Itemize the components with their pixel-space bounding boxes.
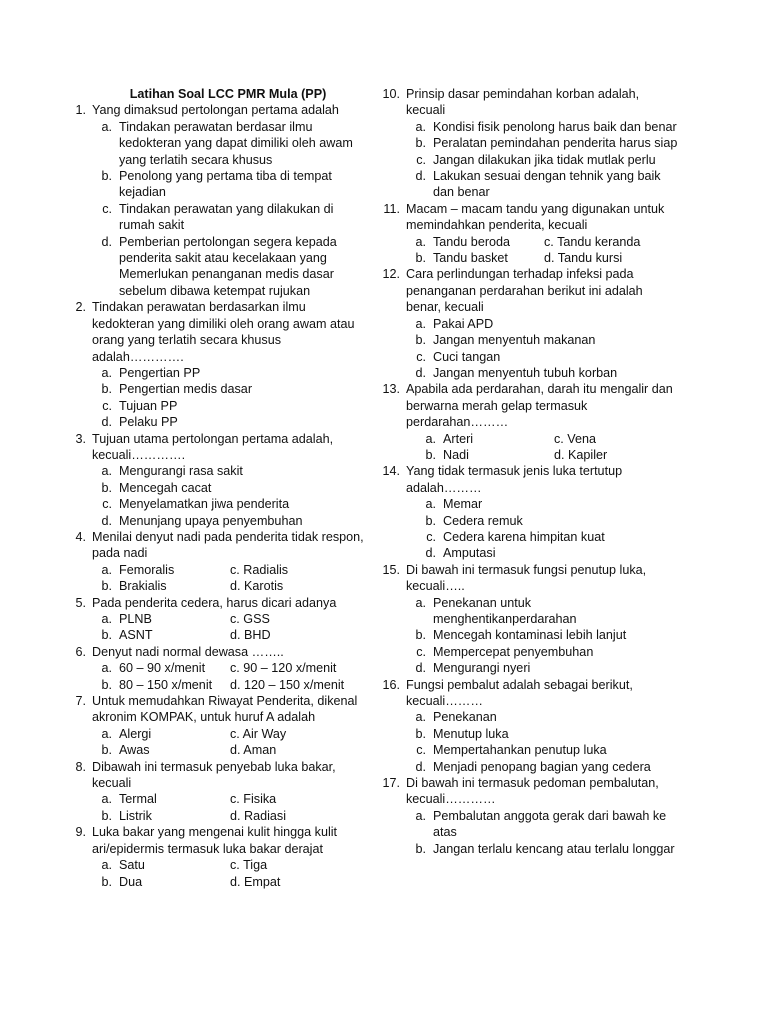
option-text: Nadi: [443, 447, 469, 462]
answer-option: [406, 709, 678, 725]
answer-option-right: c. Fisika: [230, 792, 277, 807]
option-text: Pengertian medis dasar: [119, 382, 253, 397]
option-text: Penekanan: [433, 710, 497, 725]
option-text: Pemberian pertolongan segera kepada penderita sakit atau kecelakaan yang Memerlukan penanganan medis dasar sebelum dibawa ketempat rujukan: [119, 234, 337, 298]
question-text: Macam – macam tandu yang digunakan untuk memindahkan penderita, kecuali: [406, 201, 665, 233]
option-letter: b.: [415, 136, 426, 151]
option-text: Cedera remuk: [443, 513, 523, 528]
answer-option: [406, 726, 678, 742]
option-letter: a.: [415, 316, 426, 331]
option-letter: a.: [415, 808, 426, 823]
answer-option-right: d. Karotis: [230, 579, 284, 594]
answer-options: [64, 791, 364, 824]
answer-option-left: [92, 742, 230, 758]
option-letter: d.: [101, 415, 112, 430]
question-text: Di bawah ini termasuk pedoman pembalutan, kecuali…………: [406, 776, 659, 807]
answer-option: [406, 644, 678, 660]
answer-option-right: d. Radiasi: [230, 808, 287, 823]
answer-options: [378, 496, 678, 562]
answer-options: [64, 562, 364, 595]
question-text: Denyut nadi normal dewasa ……..: [92, 644, 284, 659]
answer-options: [64, 857, 364, 890]
answer-option: [92, 365, 364, 381]
answer-option: [92, 513, 364, 529]
answer-option-left: [416, 431, 554, 447]
option-text: Brakialis: [119, 579, 167, 594]
answer-option: [406, 759, 678, 775]
answer-option-row: [92, 660, 364, 676]
answer-option-left: [406, 234, 544, 250]
answer-option: [92, 119, 364, 168]
question-number: 8.: [75, 759, 86, 774]
question-text: Untuk memudahkan Riwayat Penderita, dikenal akronim KOMPAK, untuk huruf A adalah: [92, 694, 358, 725]
option-text: Lakukan sesuai dengan tehnik yang baik dan benar: [433, 169, 661, 200]
answer-option: [406, 808, 678, 841]
question-text: Prinsip dasar pemindahan korban adalah, kecuali: [406, 87, 640, 118]
option-text: Jangan dilakukan jika tidak mutlak perlu: [433, 152, 656, 167]
option-text: Penekanan untuk menghentikanperdarahan: [433, 595, 577, 626]
answer-option-right: d. Tandu kursi: [544, 251, 623, 266]
answer-option: [92, 201, 364, 234]
option-text: Peralatan pemindahan penderita harus siap: [433, 136, 678, 151]
question-number: 11.: [383, 201, 400, 216]
option-text: Listrik: [119, 808, 152, 823]
question-text: Menilai denyut nadi pada penderita tidak respon, pada nadi: [92, 529, 364, 561]
question-number: 13.: [382, 382, 400, 397]
option-letter: d.: [415, 661, 426, 676]
answer-option-row: [92, 627, 364, 643]
option-letter: a.: [101, 858, 112, 873]
option-letter: c.: [416, 152, 426, 167]
answer-option: [92, 463, 364, 479]
option-letter: d.: [415, 759, 426, 774]
option-letter: a.: [101, 464, 112, 479]
answer-option-right: d. BHD: [230, 628, 271, 643]
option-letter: d.: [415, 365, 426, 380]
answer-option-right: c. Tiga: [230, 858, 268, 873]
option-letter: b.: [415, 841, 426, 856]
option-text: Alergi: [119, 726, 152, 741]
answer-option: [406, 349, 678, 365]
option-letter: b.: [101, 169, 112, 184]
answer-option-row: [406, 250, 678, 266]
option-letter: a.: [425, 431, 436, 446]
answer-option: [92, 168, 364, 201]
question-number: 12.: [382, 267, 400, 282]
answer-option-left: [92, 578, 230, 594]
answer-options: [64, 660, 364, 693]
question-number: 10.: [382, 87, 400, 101]
answer-option: [92, 414, 364, 430]
question-number: 17.: [382, 776, 400, 791]
option-text: Tujuan PP: [119, 398, 178, 413]
answer-options: [378, 234, 678, 267]
question-item: [64, 529, 364, 562]
answer-options: [64, 119, 364, 299]
answer-option-row: [92, 677, 364, 693]
option-text: Tindakan perawatan berdasar ilmu kedokteran yang dapat dimiliki oleh awam yang terlatih secara khusus: [119, 119, 353, 167]
option-letter: b.: [101, 579, 112, 594]
option-text: Arteri: [443, 431, 474, 446]
left-column: [64, 86, 364, 890]
question-text: Tujuan utama pertolongan pertama adalah, kecuali………….: [92, 431, 334, 462]
option-text: Mempercepat penyembuhan: [433, 644, 594, 659]
option-letter: c.: [416, 743, 426, 758]
question-item: [378, 201, 678, 234]
answer-option: [92, 381, 364, 397]
option-text: Kondisi fisik penolong harus baik dan benar: [433, 119, 677, 134]
answer-options: [378, 808, 678, 857]
question-number: 14.: [382, 464, 400, 479]
question-item: [64, 595, 364, 611]
option-letter: b.: [415, 726, 426, 741]
question-item: [378, 86, 678, 119]
question-list-left: [64, 102, 364, 890]
answer-options: [64, 365, 364, 431]
option-letter: a.: [101, 792, 112, 807]
option-letter: a.: [101, 612, 112, 626]
option-text: Menyelamatkan jiwa penderita: [119, 497, 290, 512]
option-text: Cedera karena himpitan kuat: [443, 529, 605, 544]
option-letter: b.: [425, 447, 436, 462]
option-letter: c.: [102, 497, 112, 512]
answer-option-right: c. Radialis: [230, 562, 289, 577]
option-letter: b.: [415, 628, 426, 643]
option-text: Menunjang upaya penyembuhan: [119, 513, 303, 528]
option-letter: b.: [425, 513, 436, 528]
option-text: Satu: [119, 858, 145, 873]
question-number: 2.: [75, 300, 86, 315]
answer-option-left: [92, 726, 230, 742]
document-title: Latihan Soal LCC PMR Mula (PP): [129, 87, 327, 101]
answer-option-row: [92, 562, 364, 578]
question-number: 5.: [75, 595, 86, 610]
answer-option: [92, 234, 364, 300]
question-item: [64, 644, 364, 660]
option-text: Tindakan perawatan yang dilakukan di rumah sakit: [119, 201, 334, 233]
answer-option-left: [92, 627, 230, 643]
option-text: Mencegah cacat: [119, 480, 212, 495]
question-number: 15.: [382, 562, 400, 577]
answer-option-right: c. Air Way: [230, 726, 287, 741]
option-text: Pakai APD: [433, 316, 494, 331]
question-item: [64, 824, 364, 857]
option-text: Tandu beroda: [433, 234, 511, 249]
option-text: Jangan menyentuh makanan: [433, 333, 596, 348]
answer-option: [416, 496, 678, 512]
option-text: Dua: [119, 874, 143, 889]
option-text: Amputasi: [443, 546, 496, 561]
answer-option-right: c. GSS: [230, 612, 270, 626]
option-letter: b.: [101, 628, 112, 643]
question-number: 7.: [75, 694, 86, 709]
option-letter: d.: [101, 513, 112, 528]
option-letter: b.: [101, 874, 112, 889]
option-text: 60 – 90 x/menit: [119, 661, 206, 676]
option-letter: b.: [415, 251, 426, 266]
option-letter: b.: [101, 480, 112, 495]
option-text: Jangan terlalu kencang atau terlalu longgar: [433, 841, 675, 856]
answer-option-row: [92, 874, 364, 890]
option-text: Termal: [119, 792, 157, 807]
answer-option-right: d. Aman: [230, 743, 277, 758]
answer-option: [406, 152, 678, 168]
answer-option-right: d. Empat: [230, 874, 281, 889]
option-letter: a.: [425, 497, 436, 512]
answer-option-row: [406, 234, 678, 250]
right-column: [378, 86, 678, 857]
option-letter: b.: [415, 333, 426, 348]
answer-option: [92, 480, 364, 496]
option-text: Pembalutan anggota gerak dari bawah ke atas: [433, 808, 667, 840]
question-text: Luka bakar yang mengenai kulit hingga kulit ari/epidermis termasuk luka bakar derajat: [92, 825, 338, 856]
option-letter: d.: [101, 234, 112, 249]
option-letter: a.: [415, 710, 426, 725]
answer-option-left: [92, 660, 230, 676]
answer-options: [64, 611, 364, 644]
answer-option: [406, 595, 678, 628]
question-number: 4.: [75, 529, 86, 544]
answer-option-left: [406, 250, 544, 266]
answer-option-right: d. Kapiler: [554, 447, 608, 462]
option-text: Pelaku PP: [119, 415, 178, 430]
question-item: [378, 463, 678, 496]
answer-option-row: [92, 857, 364, 873]
question-number: 9.: [75, 825, 86, 840]
question-item: [64, 431, 364, 464]
option-letter: c.: [102, 201, 112, 216]
question-text: Cara perlindungan terhadap infeksi pada penanganan perdarahan berikut ini adalah benar, kecuali: [406, 267, 643, 315]
answer-option: [416, 529, 678, 545]
option-letter: a.: [101, 365, 112, 380]
option-letter: a.: [415, 119, 426, 134]
answer-option: [406, 332, 678, 348]
option-letter: c.: [416, 349, 426, 364]
answer-option-row: [92, 726, 364, 742]
answer-options: [378, 709, 678, 775]
answer-option: [406, 119, 678, 135]
option-letter: b.: [101, 808, 112, 823]
answer-option-left: [416, 447, 554, 463]
option-text: Memar: [443, 497, 483, 512]
option-letter: c.: [102, 398, 112, 413]
question-item: [378, 266, 678, 315]
answer-option-row: [92, 742, 364, 758]
option-text: Menjadi penopang bagian yang cedera: [433, 759, 651, 774]
question-number: 1.: [75, 103, 86, 118]
answer-option-left: [92, 562, 230, 578]
option-text: Mengurangi rasa sakit: [119, 464, 243, 479]
question-text: Yang dimaksud pertolongan pertama adalah: [92, 103, 339, 118]
option-text: Jangan menyentuh tubuh korban: [433, 365, 618, 380]
answer-option-left: [92, 791, 230, 807]
question-item: [378, 562, 678, 595]
question-text: Tindakan perawatan berdasarkan ilmu kedokteran yang dimiliki oleh orang awam atau orang yang terlatih secara khusus adalah………….: [92, 300, 355, 364]
option-letter: a.: [101, 726, 112, 741]
answer-option-row: [92, 578, 364, 594]
answer-option: [406, 627, 678, 643]
answer-option: [92, 496, 364, 512]
answer-options: [378, 431, 678, 464]
option-letter: a.: [415, 234, 426, 249]
option-letter: b.: [101, 382, 112, 397]
answer-option-right: c. 90 – 120 x/menit: [230, 661, 337, 676]
option-text: Femoralis: [119, 562, 175, 577]
question-item: [64, 102, 364, 118]
answer-option: [406, 135, 678, 151]
question-item: [64, 299, 364, 365]
option-letter: d.: [415, 169, 426, 184]
question-text: Pada penderita cedera, harus dicari adanya: [92, 595, 337, 610]
answer-option-left: [92, 611, 230, 627]
option-text: PLNB: [119, 612, 152, 626]
answer-option-row: [92, 611, 364, 627]
option-letter: d.: [425, 546, 436, 561]
question-number: 16.: [382, 677, 400, 692]
option-text: ASNT: [119, 628, 153, 643]
option-text: Mengurangi nyeri: [433, 661, 531, 676]
answer-option: [406, 365, 678, 381]
answer-option-right: c. Tandu keranda: [544, 234, 641, 249]
question-text: Dibawah ini termasuk penyebab luka bakar, kecuali: [92, 759, 336, 791]
question-item: [64, 759, 364, 792]
answer-options: [378, 119, 678, 201]
answer-options: [64, 463, 364, 529]
answer-option-left: [92, 857, 230, 873]
answer-option-row: [92, 808, 364, 824]
question-text: Fungsi pembalut adalah sebagai berikut, kecuali………: [406, 677, 633, 709]
option-letter: c.: [426, 529, 436, 544]
answer-option-left: [92, 808, 230, 824]
answer-option: [92, 398, 364, 414]
option-letter: c.: [416, 644, 426, 659]
answer-option-row: [416, 431, 678, 447]
question-item: [378, 381, 678, 430]
option-text: Mencegah kontaminasi lebih lanjut: [433, 628, 627, 643]
answer-options: [378, 595, 678, 677]
option-text: 80 – 150 x/menit: [119, 677, 213, 692]
option-text: Menutup luka: [433, 726, 509, 741]
option-text: Awas: [119, 743, 150, 758]
option-text: Pengertian PP: [119, 365, 201, 380]
question-list-right: [378, 86, 678, 857]
option-letter: a.: [101, 562, 112, 577]
answer-option: [406, 742, 678, 758]
answer-option: [406, 168, 678, 201]
option-letter: b.: [101, 677, 112, 692]
answer-option-row: [92, 791, 364, 807]
answer-option: [406, 660, 678, 676]
answer-option: [416, 513, 678, 529]
question-text: Di bawah ini termasuk fungsi penutup luka, kecuali…..: [406, 562, 647, 594]
question-number: 6.: [75, 644, 86, 659]
answer-option: [406, 841, 678, 857]
option-text: Penolong yang pertama tiba di tempat kejadian: [119, 169, 332, 200]
question-text: Yang tidak termasuk jenis luka tertutup adalah………: [406, 464, 623, 495]
option-letter: a.: [101, 661, 112, 676]
question-item: [378, 677, 678, 710]
question-number: 3.: [75, 431, 86, 446]
answer-option-left: [92, 874, 230, 890]
option-text: Mempertahankan penutup luka: [433, 743, 607, 758]
question-item: [378, 775, 678, 808]
answer-option-row: [416, 447, 678, 463]
question-text: Apabila ada perdarahan, darah itu mengalir dan berwarna merah gelap termasuk perdarahan………: [406, 382, 673, 430]
answer-option-right: d. 120 – 150 x/menit: [230, 677, 345, 692]
option-letter: b.: [101, 743, 112, 758]
answer-options: [378, 316, 678, 382]
option-letter: a.: [415, 595, 426, 610]
answer-option: [406, 316, 678, 332]
answer-options: [64, 726, 364, 759]
answer-option-right: c. Vena: [554, 431, 597, 446]
option-text: Tandu basket: [433, 251, 508, 266]
answer-option: [416, 545, 678, 561]
option-letter: a.: [101, 119, 112, 134]
question-item: [64, 693, 364, 726]
option-text: Cuci tangan: [433, 349, 501, 364]
answer-option-left: [92, 677, 230, 693]
